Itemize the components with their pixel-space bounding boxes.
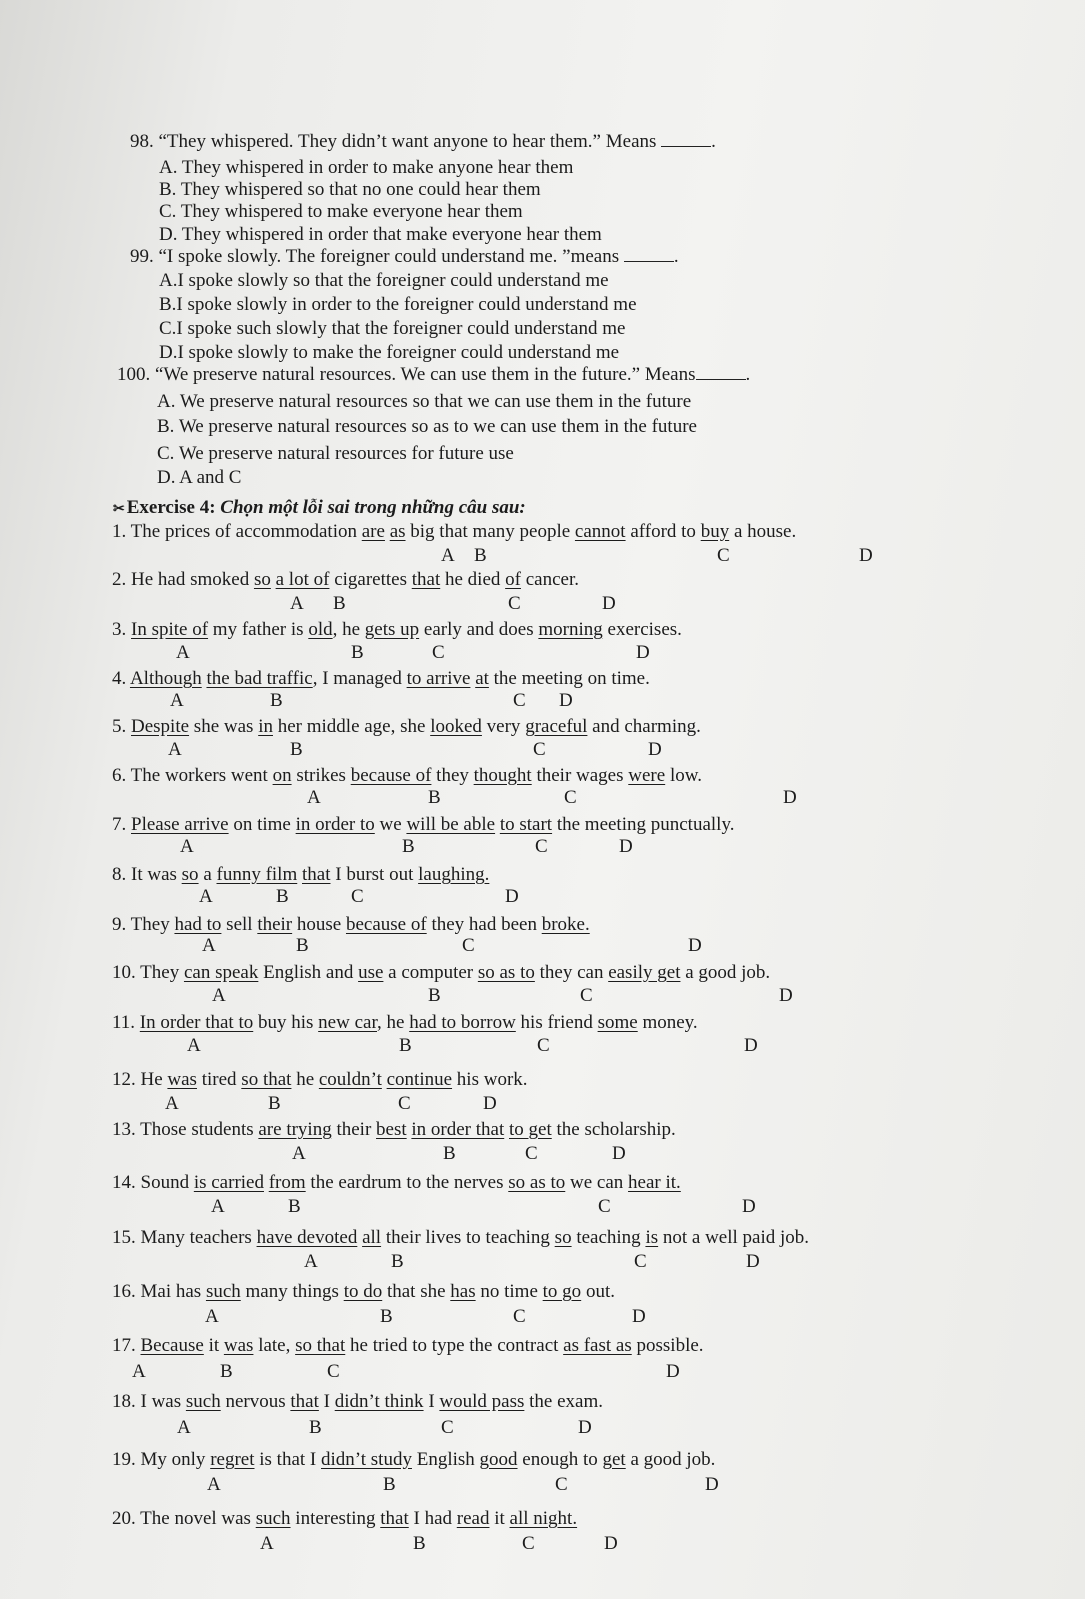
- underlined-part-a: are: [361, 521, 385, 542]
- option-letter-b: B: [296, 935, 309, 956]
- option-letter-d: D: [744, 1035, 758, 1056]
- option-letter-d: D: [666, 1361, 680, 1382]
- option-letter-c: C: [398, 1093, 411, 1114]
- option-letter-c: C: [441, 1417, 454, 1438]
- sentence-text: they had been: [426, 914, 542, 935]
- error-sentence-12: [112, 1069, 528, 1091]
- sentence-text: their wages: [531, 765, 629, 786]
- option-letter-d: D: [602, 593, 616, 614]
- exercise-4-heading: [113, 497, 526, 521]
- error-sentence-8: [112, 864, 489, 886]
- sentence-text: 4.: [112, 668, 130, 689]
- option-letter-c: C: [535, 836, 548, 857]
- sentence-text: he tried to type the contract: [345, 1335, 564, 1356]
- underlined-part-b: from: [268, 1172, 306, 1193]
- sentence-text: big that many people: [405, 521, 575, 542]
- sentence-text: strikes: [291, 765, 351, 786]
- sentence-text: 17.: [112, 1335, 141, 1356]
- sentence-text: 13. Those students: [112, 1119, 259, 1140]
- sentence-text: very: [481, 716, 526, 737]
- option-letter-d: D: [636, 642, 650, 663]
- underlined-part-d: some: [597, 1012, 638, 1033]
- option-letter-b: B: [474, 545, 487, 566]
- sentence-text: she was: [189, 716, 259, 737]
- error-sentence-19: [112, 1449, 715, 1471]
- sentence-text: a house.: [729, 521, 797, 542]
- sentence-text: we: [374, 814, 407, 835]
- sentence-text: that she: [382, 1281, 451, 1302]
- underlined-part-c: read: [456, 1508, 490, 1529]
- option-a: A. We preserve natural resources so that we can use them in the future: [157, 391, 692, 412]
- sentence-text: out.: [581, 1281, 615, 1302]
- underlined-part-a: such: [255, 1508, 291, 1529]
- sentence-text: tired: [196, 1069, 242, 1090]
- option-letter-c: C: [513, 690, 526, 711]
- option-b: B.I spoke slowly in order to the foreigner could understand me: [159, 294, 637, 315]
- underlined-part-c: had to borrow: [409, 1012, 516, 1033]
- option-letter-a: A: [212, 985, 226, 1006]
- sentence-text: early and does: [419, 619, 539, 640]
- underlined-part-d: all night.: [509, 1508, 578, 1529]
- error-sentence-15: [112, 1227, 809, 1249]
- sentence-text: afford to: [625, 521, 701, 542]
- underlined-part-d: to start: [499, 814, 553, 835]
- underlined-part-a: is carried: [193, 1172, 264, 1193]
- sentence-text: his friend: [515, 1012, 598, 1033]
- option-letter-a: A: [307, 787, 321, 808]
- option-letter-a: A: [165, 1093, 179, 1114]
- sentence-text: 20. The novel was: [112, 1508, 256, 1529]
- option-letter-d: D: [648, 739, 662, 760]
- option-letter-b: B: [428, 787, 441, 808]
- underlined-part-a: In spite of: [131, 619, 209, 640]
- sentence-text: the eardrum to the nerves: [305, 1172, 509, 1193]
- sentence-text: they can: [534, 962, 609, 983]
- underlined-part-d: buy: [700, 521, 730, 542]
- question-100: [117, 364, 750, 386]
- option-letter-c: C: [564, 787, 577, 808]
- sentence-text: they: [431, 765, 474, 786]
- underlined-part-a: Despite: [131, 716, 190, 737]
- sentence-text: no time: [475, 1281, 543, 1302]
- sentence-text: it: [203, 1335, 224, 1356]
- underlined-part-d: at: [475, 668, 489, 689]
- option-c: C.I spoke such slowly that the foreigner could understand me: [159, 318, 626, 339]
- underlined-part-d: laughing.: [418, 864, 490, 885]
- answer-blank: [696, 365, 746, 380]
- error-sentence-7: [112, 814, 734, 836]
- sentence-text: his work.: [452, 1069, 528, 1090]
- underlined-part-c: thought: [473, 765, 532, 786]
- error-sentence-4: [112, 668, 650, 690]
- underlined-part-c: so as to: [508, 1172, 566, 1193]
- error-sentence-6: [112, 765, 702, 787]
- option-b: B. We preserve natural resources so as to we can use them in the future: [157, 416, 697, 437]
- option-letter-d: D: [746, 1251, 760, 1272]
- option-letter-c: C: [533, 739, 546, 760]
- underlined-part-a: Because: [140, 1335, 204, 1356]
- error-sentence-13: [112, 1119, 676, 1141]
- sentence-text: 16. Mai has: [112, 1281, 206, 1302]
- underlined-part-b: best: [376, 1119, 407, 1140]
- sentence-text: 11.: [112, 1012, 140, 1033]
- option-a: A.I spoke slowly so that the foreigner could understand me: [159, 270, 609, 291]
- option-letter-d: D: [612, 1143, 626, 1164]
- option-letter-a: A: [205, 1306, 219, 1327]
- sentence-text: I had: [408, 1508, 457, 1529]
- error-sentence-1: [112, 521, 796, 543]
- sentence-text: interesting: [290, 1508, 381, 1529]
- underlined-part-d: broke.: [541, 914, 590, 935]
- option-letter-b: B: [276, 886, 289, 907]
- underlined-part-a: so: [253, 569, 271, 590]
- option-c: C. They whispered to make everyone hear them: [159, 201, 523, 222]
- underlined-part-d: continue: [386, 1069, 453, 1090]
- option-letter-a: A: [292, 1143, 306, 1164]
- option-letter-a: A: [176, 642, 190, 663]
- sentence-text: nervous: [220, 1391, 291, 1412]
- underlined-part-a: on: [272, 765, 292, 786]
- underlined-part-c: so as to: [477, 962, 535, 983]
- sentence-text: the scholarship.: [551, 1119, 676, 1140]
- option-letter-d: D: [742, 1196, 756, 1217]
- sentence-text: my father is: [208, 619, 309, 640]
- sentence-text: 6. The workers went: [112, 765, 273, 786]
- underlined-part-a: have devoted: [256, 1227, 358, 1248]
- underlined-part-b: didn’t study: [321, 1449, 412, 1470]
- underlined-part-b: because of: [350, 765, 432, 786]
- underlined-part-d: to get: [509, 1119, 552, 1140]
- underlined-part-c: good: [479, 1449, 518, 1470]
- option-letter-b: B: [402, 836, 415, 857]
- sentence-text: 12. He: [112, 1069, 168, 1090]
- option-letter-c: C: [580, 985, 593, 1006]
- option-letter-b: B: [413, 1533, 426, 1554]
- underlined-part-a: Although: [129, 668, 202, 689]
- underlined-part-a: can speak: [183, 962, 259, 983]
- underlined-part-b: use: [358, 962, 384, 983]
- question-98: [130, 131, 716, 153]
- question-text: 100. “We preserve natural resources. We can use them in the future.” Means: [117, 364, 696, 385]
- option-letter-d: D: [483, 1093, 497, 1114]
- error-sentence-9: [112, 914, 590, 936]
- underlined-part-d: easily get: [608, 962, 681, 983]
- sentence-text: and charming.: [587, 716, 701, 737]
- sentence-text: her middle age, she: [272, 716, 431, 737]
- underlined-part-b: to do: [343, 1281, 383, 1302]
- sentence-text: 3.: [112, 619, 131, 640]
- option-letter-d: D: [632, 1306, 646, 1327]
- underlined-part-c: so that: [295, 1335, 346, 1356]
- option-letter-b: B: [290, 739, 303, 760]
- error-sentence-5: [112, 716, 701, 738]
- underlined-part-b: all: [362, 1227, 382, 1248]
- sentence-text: English: [411, 1449, 480, 1470]
- sentence-text: the meeting on time.: [488, 668, 650, 689]
- underlined-part-a: In order that to: [139, 1012, 254, 1033]
- sentence-text: cigarettes: [329, 569, 412, 590]
- underlined-part-d: of: [505, 569, 521, 590]
- sentence-text: English and: [258, 962, 359, 983]
- sentence-text: 18. I was: [112, 1391, 186, 1412]
- underlined-part-c: in order that: [411, 1119, 505, 1140]
- option-letter-d: D: [505, 886, 519, 907]
- sentence-text: not a well paid job.: [658, 1227, 810, 1248]
- option-letter-d: D: [619, 836, 633, 857]
- underlined-part-c: has: [450, 1281, 476, 1302]
- sentence-text: possible.: [631, 1335, 704, 1356]
- option-letter-d: D: [604, 1533, 618, 1554]
- underlined-part-b: as: [389, 521, 406, 542]
- option-letter-c: C: [513, 1306, 526, 1327]
- sentence-text: 15. Many teachers: [112, 1227, 257, 1248]
- option-letter-c: C: [432, 642, 445, 663]
- underlined-part-c: that: [302, 864, 331, 885]
- underlined-part-c: looked: [430, 716, 482, 737]
- option-letter-b: B: [443, 1143, 456, 1164]
- question-99: [130, 246, 679, 268]
- option-letter-a: A: [290, 593, 304, 614]
- underlined-part-b: their: [257, 914, 293, 935]
- option-letter-c: C: [555, 1474, 568, 1495]
- option-letter-c: C: [351, 886, 364, 907]
- sentence-text: , I managed: [312, 668, 407, 689]
- error-sentence-11: [112, 1012, 698, 1034]
- sentence-text: we can: [565, 1172, 629, 1193]
- option-letter-a: A: [177, 1417, 191, 1438]
- question-end: .: [673, 246, 679, 267]
- option-letter-a: A: [132, 1361, 146, 1382]
- underlined-part-d: as fast as: [563, 1335, 632, 1356]
- sentence-text: 8. It was: [112, 864, 182, 885]
- option-letter-c: C: [537, 1035, 550, 1056]
- error-sentence-14: [112, 1172, 681, 1194]
- sentence-text: enough to: [517, 1449, 603, 1470]
- underlined-part-a: had to: [174, 914, 222, 935]
- sentence-text: I: [423, 1391, 440, 1412]
- underlined-part-a: so: [181, 864, 199, 885]
- option-letter-b: B: [428, 985, 441, 1006]
- sentence-text: , he: [332, 619, 365, 640]
- underlined-part-b: the bad traffic: [206, 668, 313, 689]
- option-letter-d: D: [578, 1417, 592, 1438]
- option-letter-a: A: [170, 690, 184, 711]
- sentence-text: he died: [440, 569, 506, 590]
- sentence-text: I burst out: [330, 864, 419, 885]
- underlined-part-d: is: [645, 1227, 659, 1248]
- exercise-instruction: Chọn một lỗi sai trong những câu sau:: [215, 497, 526, 518]
- sentence-text: the exam.: [524, 1391, 603, 1412]
- exercise-title: Exercise 4:: [126, 497, 216, 518]
- underlined-part-b: funny film: [216, 864, 298, 885]
- underlined-part-a: Please arrive: [131, 814, 229, 835]
- option-d: D. They whispered in order that make everyone hear them: [159, 224, 602, 245]
- option-letter-a: A: [441, 545, 455, 566]
- option-letter-b: B: [268, 1093, 281, 1114]
- sentence-text: 10. They: [112, 962, 184, 983]
- sentence-text: many things: [240, 1281, 344, 1302]
- sentence-text: , he: [377, 1012, 410, 1033]
- underlined-part-b: new car: [318, 1012, 378, 1033]
- error-sentence-2: [112, 569, 579, 591]
- underlined-part-b: old: [308, 619, 333, 640]
- sentence-text: 14. Sound: [112, 1172, 194, 1193]
- underlined-part-b: that: [290, 1391, 319, 1412]
- option-d: D.I spoke slowly to make the foreigner could understand me: [159, 342, 620, 363]
- sentence-text: exercises.: [602, 619, 682, 640]
- option-letter-c: C: [522, 1533, 535, 1554]
- option-letter-a: A: [202, 935, 216, 956]
- underlined-part-a: such: [205, 1281, 241, 1302]
- sentence-text: low.: [665, 765, 702, 786]
- option-letter-c: C: [598, 1196, 611, 1217]
- option-letter-c: C: [525, 1143, 538, 1164]
- option-letter-d: D: [779, 985, 793, 1006]
- option-letter-a: A: [211, 1196, 225, 1217]
- underlined-part-c: didn’t think: [334, 1391, 424, 1412]
- answer-blank: [661, 132, 711, 147]
- option-letter-a: A: [199, 886, 213, 907]
- underlined-part-d: morning: [538, 619, 603, 640]
- question-end: .: [711, 131, 716, 152]
- option-b: B. They whispered so that no one could hear them: [159, 179, 541, 200]
- option-letter-a: A: [168, 739, 182, 760]
- option-letter-c: C: [508, 593, 521, 614]
- sentence-text: their: [331, 1119, 377, 1140]
- option-letter-c: C: [327, 1361, 340, 1382]
- sentence-text: on time: [228, 814, 296, 835]
- option-letter-d: D: [783, 787, 797, 808]
- underlined-part-c: couldn’t: [318, 1069, 382, 1090]
- option-letter-b: B: [220, 1361, 233, 1382]
- option-letter-b: B: [380, 1306, 393, 1327]
- underlined-part-b: in: [258, 716, 273, 737]
- sentence-text: it: [489, 1508, 510, 1529]
- sentence-text: sell: [221, 914, 258, 935]
- sentence-text: 9. They: [112, 914, 175, 935]
- underlined-part-b: a lot of: [275, 569, 330, 590]
- error-sentence-3: [112, 619, 682, 641]
- option-letter-b: B: [383, 1474, 396, 1495]
- underlined-part-a: such: [185, 1391, 221, 1412]
- sentence-text: is that I: [254, 1449, 321, 1470]
- error-sentence-10: [112, 962, 770, 984]
- sentence-text: late,: [253, 1335, 296, 1356]
- sentence-text: 1. The prices of accommodation: [112, 521, 362, 542]
- underlined-part-c: so: [554, 1227, 572, 1248]
- sentence-text: teaching: [571, 1227, 646, 1248]
- option-letter-d: D: [559, 690, 573, 711]
- error-sentence-18: [112, 1391, 603, 1413]
- underlined-part-d: get: [602, 1449, 626, 1470]
- option-letter-b: B: [309, 1417, 322, 1438]
- option-letter-a: A: [187, 1035, 201, 1056]
- sentence-text: their lives to teaching: [381, 1227, 555, 1248]
- option-letter-d: D: [705, 1474, 719, 1495]
- underlined-part-d: hear it.: [628, 1172, 681, 1193]
- underlined-part-b: so that: [241, 1069, 292, 1090]
- sentence-text: 2. He had smoked: [112, 569, 254, 590]
- option-letter-c: C: [717, 545, 730, 566]
- error-sentence-17: [112, 1335, 704, 1357]
- option-letter-b: B: [351, 642, 364, 663]
- option-a: A. They whispered in order to make anyone hear them: [159, 157, 574, 178]
- sentence-text: a good job.: [680, 962, 771, 983]
- underlined-part-c: cannot: [574, 521, 626, 542]
- option-letter-a: A: [180, 836, 194, 857]
- sentence-text: a computer: [383, 962, 478, 983]
- underlined-part-d: graceful: [525, 716, 588, 737]
- option-letter-b: B: [391, 1251, 404, 1272]
- underlined-part-d: to go: [542, 1281, 582, 1302]
- underlined-part-c: because of: [345, 914, 427, 935]
- option-letter-a: A: [260, 1533, 274, 1554]
- error-sentence-20: [112, 1508, 577, 1530]
- sentence-text: a: [198, 864, 217, 885]
- option-letter-b: B: [333, 593, 346, 614]
- option-letter-c: C: [634, 1251, 647, 1272]
- option-letter-a: A: [304, 1251, 318, 1272]
- sentence-text: the meeting punctually.: [552, 814, 735, 835]
- option-letter-b: B: [288, 1196, 301, 1217]
- underlined-part-b: was: [223, 1335, 254, 1356]
- underlined-part-c: to arrive: [406, 668, 471, 689]
- sentence-text: I: [318, 1391, 335, 1412]
- option-letter-b: B: [270, 690, 283, 711]
- sentence-text: he: [291, 1069, 319, 1090]
- sentence-text: buy his: [253, 1012, 319, 1033]
- error-sentence-16: [112, 1281, 615, 1303]
- underlined-part-a: was: [167, 1069, 197, 1090]
- underlined-part-c: that: [411, 569, 441, 590]
- underlined-part-c: will be able: [406, 814, 496, 835]
- underlined-part-d: would pass: [439, 1391, 525, 1412]
- question-text: 99. “I spoke slowly. The foreigner could understand me. ”means: [130, 246, 624, 267]
- sentence-text: 7.: [112, 814, 131, 835]
- sentence-text: a good job.: [625, 1449, 716, 1470]
- scissors-icon: ✂: [113, 502, 125, 517]
- question-end: .: [745, 364, 751, 385]
- underlined-part-a: are trying: [258, 1119, 332, 1140]
- underlined-part-b: in order to: [295, 814, 375, 835]
- option-d: D. A and C: [157, 467, 242, 488]
- underlined-part-a: regret: [210, 1449, 255, 1470]
- answer-blank: [624, 247, 674, 262]
- sentence-text: money.: [637, 1012, 698, 1033]
- sentence-text: cancer.: [520, 569, 579, 590]
- option-letter-d: D: [859, 545, 873, 566]
- underlined-part-b: that: [380, 1508, 409, 1529]
- underlined-part-c: gets up: [364, 619, 420, 640]
- sentence-text: house: [292, 914, 346, 935]
- sentence-text: 19. My only: [112, 1449, 211, 1470]
- option-letter-b: B: [399, 1035, 412, 1056]
- underlined-part-d: were: [628, 765, 666, 786]
- option-c: C. We preserve natural resources for future use: [157, 443, 514, 464]
- option-letter-d: D: [688, 935, 702, 956]
- option-letter-c: C: [462, 935, 475, 956]
- sentence-text: 5.: [112, 716, 131, 737]
- option-letter-a: A: [207, 1474, 221, 1495]
- question-text: 98. “They whispered. They didn’t want anyone to hear them.” Means: [130, 131, 662, 152]
